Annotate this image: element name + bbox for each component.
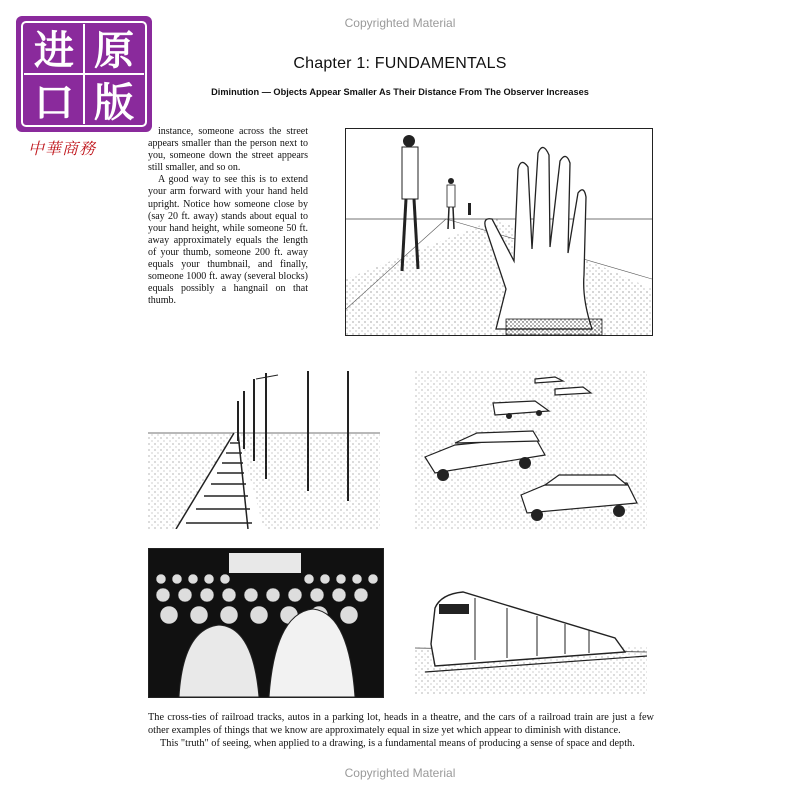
logo-badge — [14, 14, 154, 134]
copyright-top: Copyrighted Material — [344, 16, 456, 30]
parking-lot-cars-illustration — [415, 371, 647, 529]
chapter-title: Chapter 1: FUNDAMENTALS — [293, 55, 507, 72]
theatre-audience-illustration — [148, 548, 384, 698]
logo-subtitle: 中華商務 — [28, 139, 97, 158]
logo-char-2: 原 — [94, 28, 134, 74]
railroad-tracks-illustration — [148, 371, 380, 529]
train-illustration — [415, 548, 647, 694]
caption-text — [148, 711, 654, 750]
intro-paragraph-2: A good way to see this is to extend your arm forward with your hand held upright. Notice how someone close by (say 20 ft. away) stands about equal to your hand height, while someone 50 ft. away approximately equals the length of your thumb, someone 200 ft. away equals your thumbnail, and finally, someone 1000 ft. away (several blocks) equals possibly a hangnail on that thumb. — [148, 174, 308, 307]
logo-char-3: 口 — [34, 80, 74, 126]
section-subtitle: Diminution — Objects Appear Smaller As Their Distance From The Observer Increases — [211, 87, 589, 97]
intro-paragraph-1: instance, someone across the street appears smaller than the person next to you, someone down the street appears still smaller, and so on. — [148, 126, 308, 174]
caption-line-2: This "truth" of seeing, when applied to a drawing, is a fundamental means of producing a sense of space and depth. — [160, 738, 635, 749]
logo-char-1: 进 — [34, 28, 74, 74]
hand-measure-illustration — [345, 128, 653, 336]
logo-char-4: 版 — [94, 80, 134, 126]
caption-line-1: The cross-ties of railroad tracks, autos in a parking lot, heads in a theatre, and the cars of a railroad train are just a few other examples of things that we know are approximately equal in size yet which appear to diminish with distance. — [148, 712, 654, 736]
intro-text — [148, 126, 308, 307]
copyright-bottom: Copyrighted Material — [344, 766, 456, 780]
